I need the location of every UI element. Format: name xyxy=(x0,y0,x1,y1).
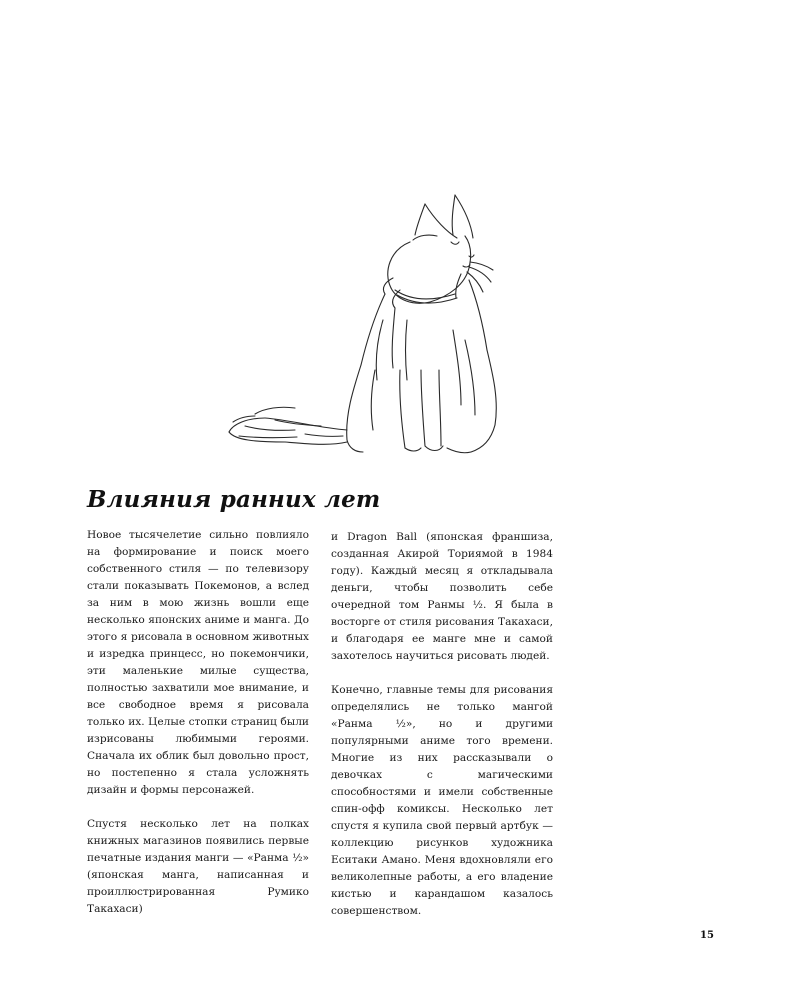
paragraph: Конечно, главные темы для рисования определялись не только мангой «Ранма ½», но и другими популярными аниме того времени. Многие из них рассказывали о девочках с магическими способностями и имели собственные спин-офф комиксы. Несколько лет спустя я купила свой первый артбук — коллекцию рисунков художника Еситаки Амано. Меня вдохновляли его великолепные работы, а его владение кистью и карандашом казалось совершенством. xyxy=(331,684,553,917)
cat-sketch-illustration xyxy=(225,190,515,465)
cat-sketch-icon xyxy=(225,190,515,465)
paragraph: Новое тысячелетие сильно повлияло на формирование и поиск моего собственного стиля — по телевизору стали показывать Покемонов, а вслед за ним в мою жизнь вошли еще несколько японских аниме и манга. До этого я рисовала в основном животных и изредка принцесс, но покемончики, эти маленькие милые существа, полностью захватили мое внимание, и все свободное время я рисовала только их. Целые стопки страниц были изрисованы любимыми героями. Сначала их облик был довольно прост, но постепенно я стала усложнять дизайн и формы персонажей. xyxy=(87,529,309,796)
text-column-right xyxy=(331,529,553,937)
paragraph: и Dragon Ball (японская франшиза, созданная Акирой Ториямой в 1984 году). Каждый месяц я откладывала деньги, чтобы позволить себе очередной том Ранмы ½. Я была в восторге от стиля рисования Такахаси, и благодаря ее манге мне и самой захотелось научиться рисовать людей. xyxy=(331,531,553,662)
text-column-left xyxy=(87,527,309,935)
section-heading: Влияния ранних лет xyxy=(87,486,381,513)
paragraph: Спустя несколько лет на полках книжных магазинов появились первые печатные издания манги — «Ранма ½» (японская манга, написанная и проиллюстрированная Румико Такахаси) xyxy=(87,818,309,915)
page-number: 15 xyxy=(700,930,714,941)
